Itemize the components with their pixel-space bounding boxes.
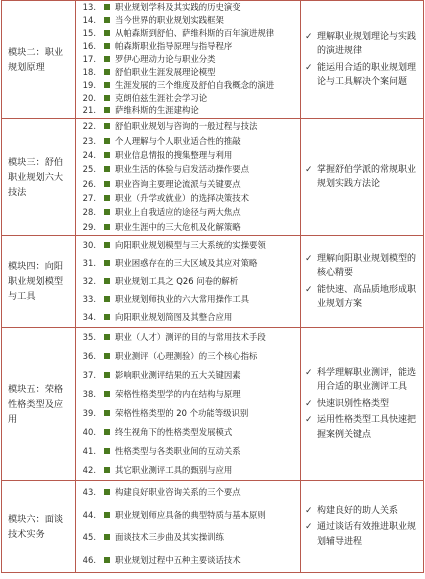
goal-text: 能运用合适的职业规划理论与工具解决个案问题 [317,62,417,87]
topic-number: 41. [82,445,96,456]
module-row [2,481,424,573]
topic-number: 26. [82,178,96,189]
topic-item [76,53,300,66]
topic-item [76,526,300,549]
square-bullet-icon [104,166,110,172]
topic-item [76,220,300,234]
topic-number: 37. [82,370,96,381]
topic-number: 39. [82,407,96,418]
goal-item [305,504,421,519]
topic-item [76,504,300,527]
topic-number: 17. [82,53,96,64]
check-icon: ✓ [305,367,313,378]
check-icon: ✓ [305,522,313,533]
goal-item [305,61,421,90]
learning-goals [301,119,424,236]
topic-number: 31. [82,258,96,268]
topic-list [76,328,301,481]
topic-item [76,191,300,205]
topic-number: 45. [82,532,96,543]
goal-item [305,397,421,412]
square-bullet-icon [104,56,110,62]
topic-text: 职业测评（心理测验）的三个核心指标 [115,351,258,362]
learning-goals [301,328,424,481]
topic-item [76,91,300,104]
square-bullet-icon [104,314,110,320]
topic-text: 克朗伯兹生涯社会学习论 [115,92,208,103]
square-bullet-icon [104,296,110,302]
module-row [2,1,424,119]
topic-number: 24. [82,149,96,160]
topic-item [76,308,300,326]
topic-text: 职业（升学或就业）的选择决策技术 [115,193,249,204]
square-bullet-icon [104,260,110,266]
topic-number: 43. [82,487,96,498]
topic-text: 职业咨询主要理论流派与关键要点 [115,178,241,189]
topic-item [76,366,300,385]
topic-item [76,422,300,441]
square-bullet-icon [104,512,110,518]
square-bullet-icon [104,4,110,10]
check-icon: ✓ [305,415,313,426]
square-bullet-icon [104,43,110,49]
topic-item [76,236,300,254]
topic-text: 职业困惑存在的三大区域及其应对策略 [115,258,258,268]
square-bullet-icon [104,278,110,284]
topic-number: 32. [82,276,96,286]
topic-text: 舒伯职业生涯发展理论模型 [115,66,216,77]
goal-text: 科学理解职业测评，能选用合适的职业测评工具 [317,367,417,393]
topic-text: 职业生涯中的三大危机及化解策略 [115,221,241,232]
topic-item [76,40,300,53]
check-icon: ✓ [305,253,313,264]
square-bullet-icon [104,152,110,158]
topic-number: 36. [82,351,96,362]
module-title: 模块四：向阳职业规划模型与工具 [2,236,76,328]
square-bullet-icon [104,242,110,248]
learning-goals [301,236,424,328]
check-icon: ✓ [305,62,313,73]
square-bullet-icon [104,334,110,340]
topic-number: 16. [82,41,96,52]
topic-text: 罗伊心理动力论与职业分类 [115,53,216,64]
topic-number: 23. [82,135,96,146]
topic-list [76,236,301,328]
learning-goals [301,1,424,119]
goal-text: 通过谈话有效推进职业规划辅导进程 [317,522,417,547]
topic-text: 职业上自我适应的途径与两大焦点 [115,207,241,218]
topic-text: 影响职业测评结果的五大关键因素 [115,370,241,381]
goal-item [305,30,421,59]
topic-number: 40. [82,426,96,437]
topic-list [76,1,301,119]
goal-text: 运用性格类型工具快速把握案例关键点 [317,415,417,440]
topic-number: 19. [82,79,96,90]
topic-text: 职业规划师执业的六大常用操作工具 [115,294,249,304]
topic-number: 42. [82,464,96,475]
topic-item [76,65,300,78]
goal-text: 理解职业规划理论与实践的演进规律 [317,31,417,56]
topic-item [76,104,300,117]
goal-text: 构建良好的助人关系 [317,505,399,516]
topic-text: 生涯发展的三个维度及舒伯自我概念的演进 [115,79,275,90]
check-icon: ✓ [305,505,313,516]
square-bullet-icon [104,534,110,540]
square-bullet-icon [104,30,110,36]
topic-text: 职业规划学科及其实践的历史演变 [115,2,241,13]
learning-goals [301,481,424,573]
topic-number: 20. [82,92,96,103]
square-bullet-icon [104,17,110,23]
topic-item [76,1,300,14]
topic-text: 面谈技术三步曲及其实操训练 [115,532,224,543]
topic-item [76,290,300,308]
module-title: 模块三：舒伯职业规划六大技法 [2,119,76,236]
topic-text: 个人理解与个人职业适合性的推敲 [115,135,241,146]
module-title: 模块五：荣格性格类型及应用 [2,328,76,481]
square-bullet-icon [104,209,110,215]
topic-text: 荣格性格类型的 20 个功能等级识别 [115,407,249,418]
topic-text: 构建良好职业咨询关系的三个要点 [115,487,241,498]
goal-item [305,520,421,549]
topic-item [76,404,300,423]
square-bullet-icon [104,69,110,75]
course-table [1,0,424,573]
module-row [2,236,424,328]
topic-text: 舒伯职业规划与咨询的一般过程与技法 [115,121,258,132]
square-bullet-icon [104,123,110,129]
topic-text: 从帕森斯到舒伯、萨维科斯的百年演进规律 [115,28,275,39]
square-bullet-icon [104,448,110,454]
topic-text: 帕森斯职业指导原理与指导程序 [115,41,233,52]
goal-item [305,366,421,395]
check-icon: ✓ [305,164,313,175]
square-bullet-icon [104,489,110,495]
topic-number: 13. [82,2,96,13]
square-bullet-icon [104,95,110,101]
topic-item [76,78,300,91]
module-title: 模块二：职业规划原理 [2,1,76,119]
topic-text: 向阳职业规划简图及其整合应用 [115,312,233,322]
square-bullet-icon [104,410,110,416]
topic-item [76,441,300,460]
topic-item [76,148,300,162]
square-bullet-icon [104,138,110,144]
goal-item [305,283,421,312]
goal-item [305,413,421,442]
square-bullet-icon [104,82,110,88]
topic-item [76,162,300,176]
topic-item [76,27,300,40]
topic-number: 28. [82,207,96,218]
topic-item [76,205,300,219]
square-bullet-icon [104,353,110,359]
topic-number: 38. [82,389,96,400]
topic-text: 荣格性格类型学的内在结构与原理 [115,389,241,400]
topic-item [76,177,300,191]
check-icon: ✓ [305,284,313,295]
topic-item [76,385,300,404]
topic-text: 职业规划工具之 Q26 问卷的解析 [115,276,239,286]
topic-text: 职业（人才）测评的目的与常用技术手段 [115,332,266,343]
topic-number: 35. [82,332,96,343]
goal-text: 能快速、高品质地形成职业规划方案 [317,284,417,309]
topic-item [76,549,300,572]
goal-text: 掌握舒伯学派的常规职业规划实践方法论 [317,164,417,189]
topic-number: 18. [82,66,96,77]
goal-item [305,252,421,281]
topic-item [76,347,300,366]
topic-list [76,481,301,573]
goal-text: 理解向阳职业规划模型的核心精要 [317,253,417,278]
square-bullet-icon [104,429,110,435]
topic-number: 34. [82,312,96,322]
topic-number: 27. [82,193,96,204]
square-bullet-icon [104,195,110,201]
square-bullet-icon [104,181,110,187]
module-title: 模块六：面谈技术实务 [2,481,76,573]
topic-number: 29. [82,221,96,232]
topic-item [76,481,300,504]
check-icon: ✓ [305,398,313,409]
topic-item [76,133,300,147]
module-row [2,328,424,481]
topic-text: 职业信息情报的搜集整理与利用 [115,149,233,160]
square-bullet-icon [104,391,110,397]
topic-number: 30. [82,240,96,250]
topic-text: 当今世界的职业规划实践框架 [115,15,224,26]
check-icon: ✓ [305,31,313,42]
topic-number: 15. [82,28,96,39]
topic-item [76,14,300,27]
topic-number: 21. [82,105,96,116]
topic-number: 25. [82,164,96,175]
topic-number: 22. [82,121,96,132]
square-bullet-icon [104,557,110,563]
topic-number: 46. [82,554,96,565]
topic-text: 职业规划过程中五种主要谈话技术 [115,554,241,565]
square-bullet-icon [104,224,110,230]
square-bullet-icon [104,372,110,378]
topic-text: 萨维科斯的生涯建构论 [115,105,199,116]
goal-text: 快速识别性格类型 [317,398,390,409]
topic-item [76,460,300,479]
topic-text: 职业生活的体验与启发活动操作要点 [115,164,249,175]
topic-number: 44. [82,509,96,520]
topic-item [76,119,300,133]
topic-item [76,254,300,272]
topic-item [76,272,300,290]
topic-number: 14. [82,15,96,26]
topic-number: 33. [82,294,96,304]
topic-item [76,328,300,347]
square-bullet-icon [104,107,110,113]
module-row [2,119,424,236]
goal-item [305,163,421,192]
topic-text: 其它职业测评工具的甄别与应用 [115,464,233,475]
topic-list [76,119,301,236]
square-bullet-icon [104,467,110,473]
topic-text: 职业规划师应具备的典型特质与基本原则 [115,509,266,520]
topic-text: 向阳职业规划模型与三大系统的实操要领 [115,240,266,250]
topic-text: 终生视角下的性格类型发展模式 [115,426,233,437]
topic-text: 性格类型与各类职业间的互动关系 [115,445,241,456]
